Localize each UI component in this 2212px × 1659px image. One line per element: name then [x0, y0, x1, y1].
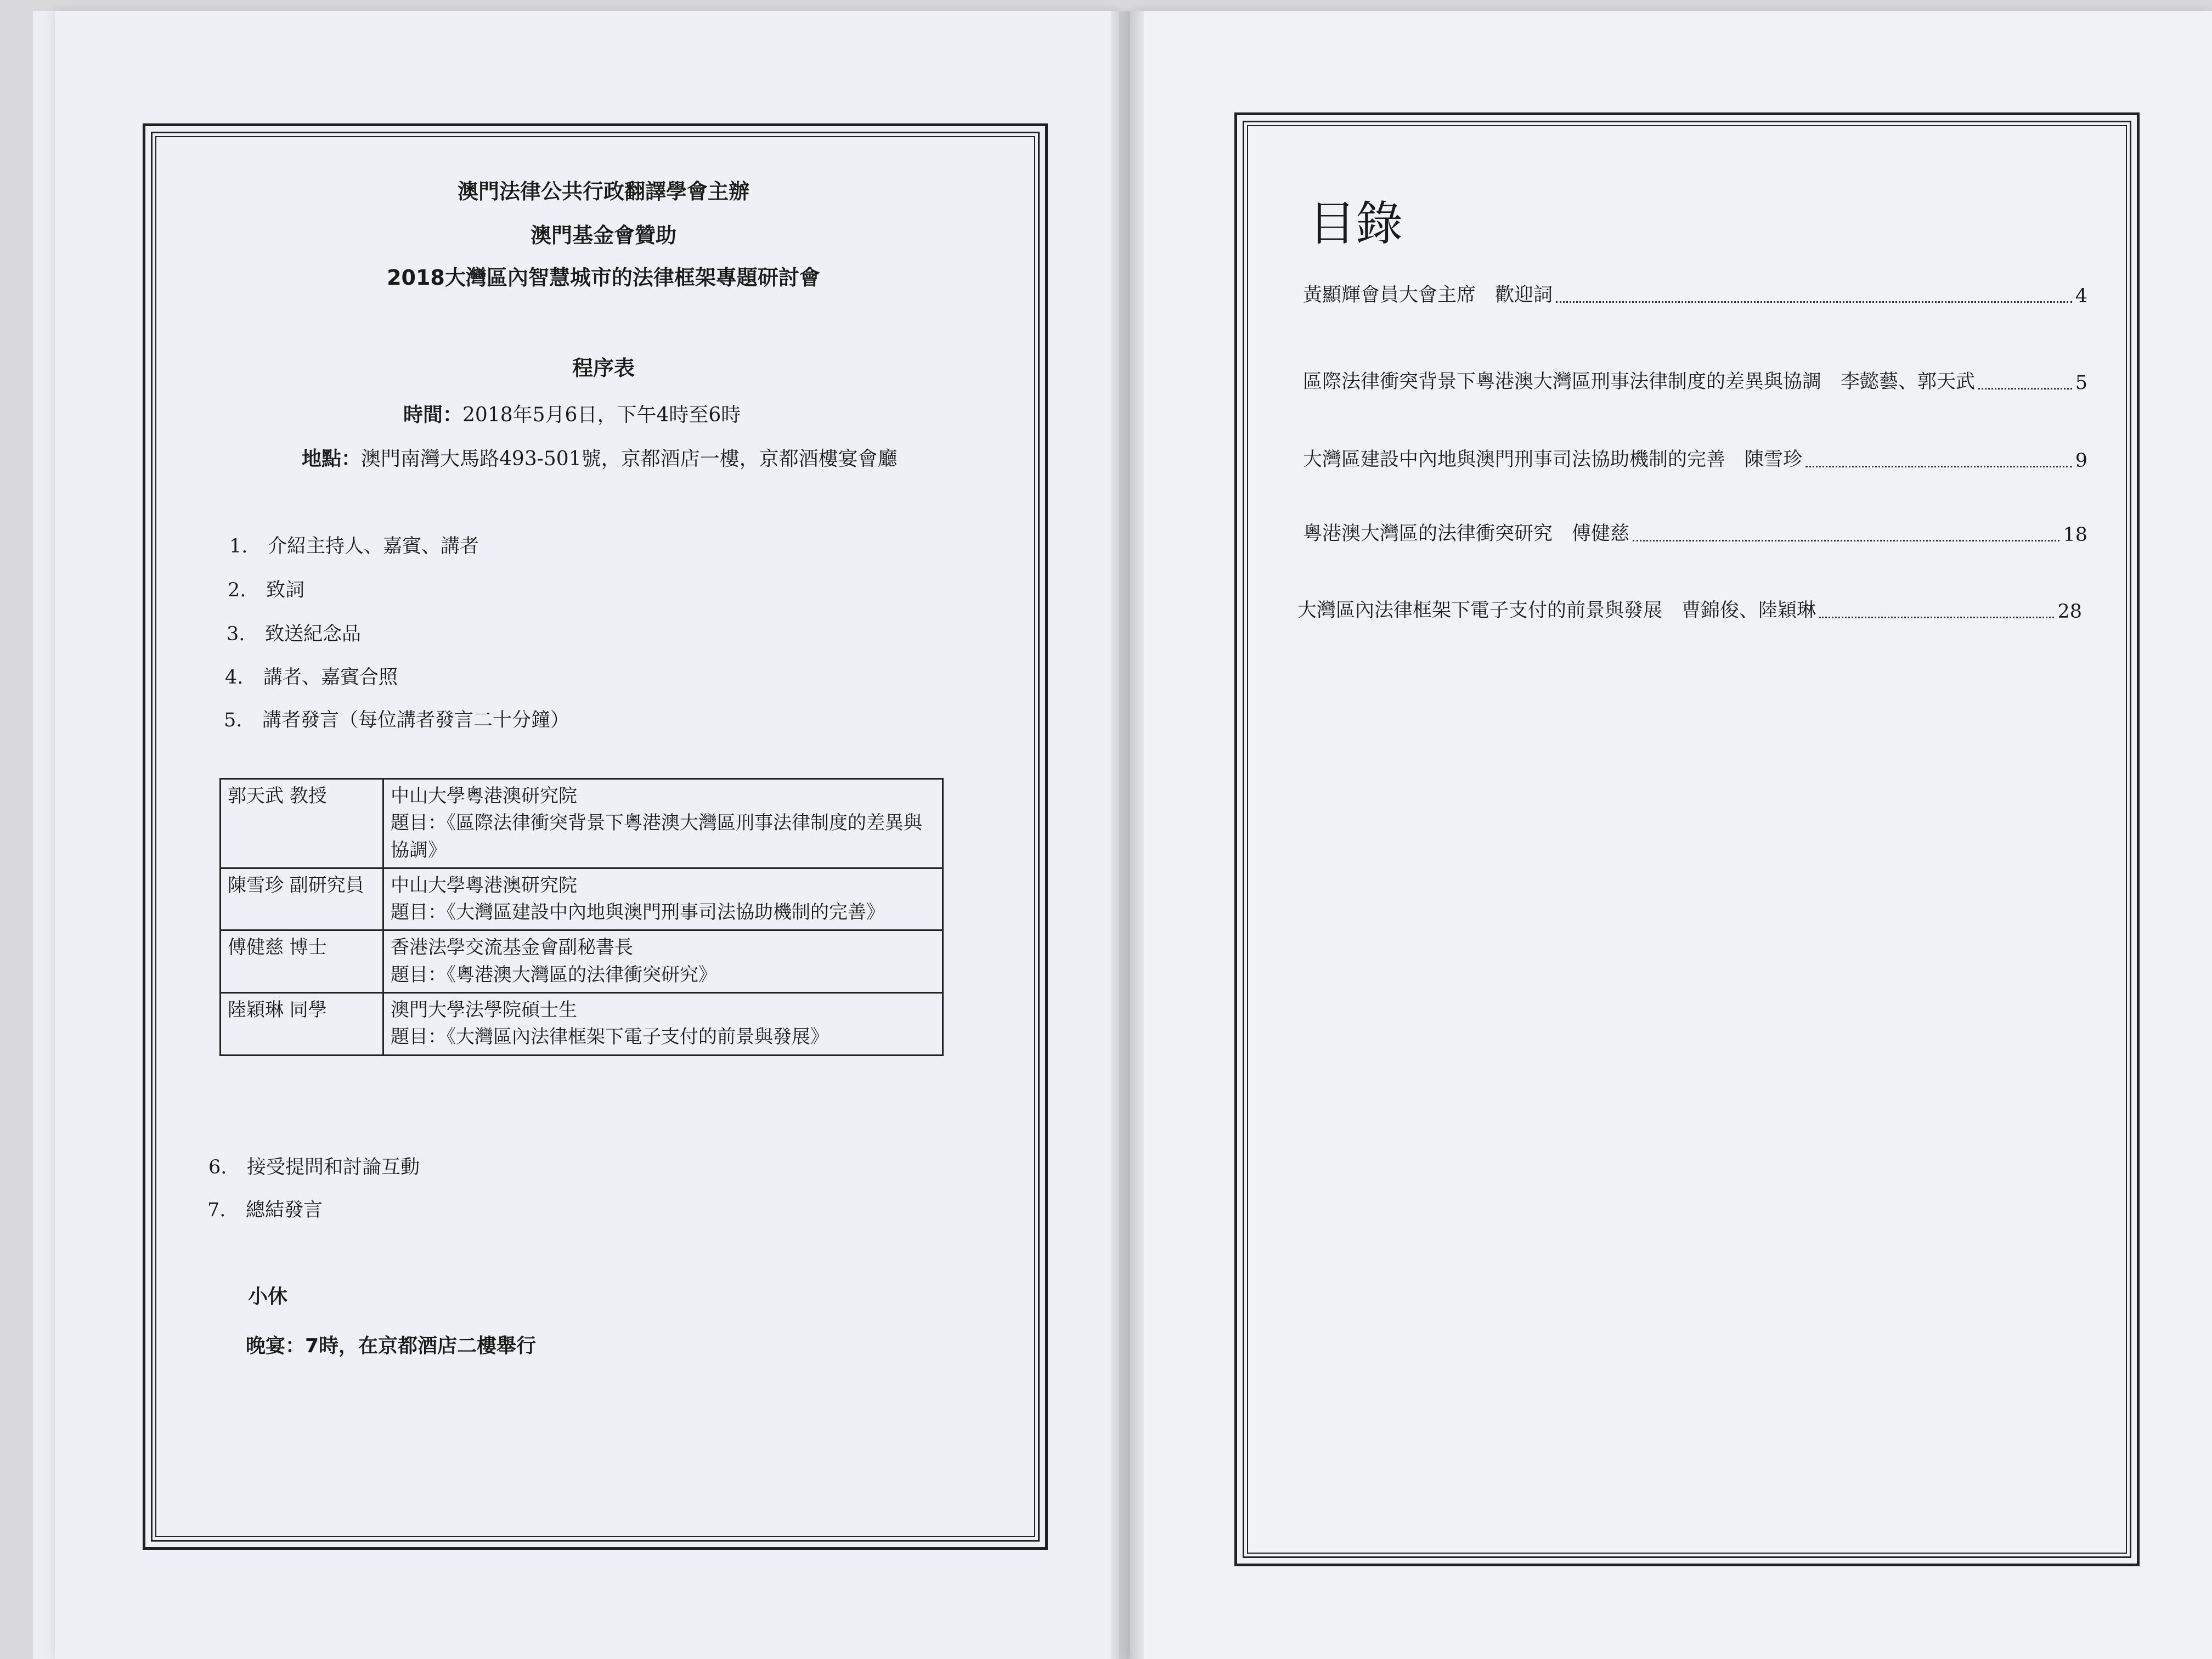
toc-leader-dots: [1819, 617, 2054, 618]
speaker-name: 陳雪珍 副研究員: [221, 868, 383, 930]
sponsor-line: 澳門基金會贊助: [530, 223, 676, 247]
speaker-details: [383, 779, 943, 868]
toc-leader-dots: [1805, 466, 2072, 467]
organizer-line: 澳門法律公共行政翻譯學會主辦: [457, 179, 749, 204]
right-page-border: [1234, 112, 2140, 1566]
break-label: 小休: [248, 1285, 288, 1308]
agenda-text: 接受提問和討論互動: [247, 1156, 420, 1178]
programme-heading: 程序表: [572, 356, 635, 380]
toc-entry-page: 4: [2075, 285, 2087, 307]
agenda-text: 總結發言: [246, 1199, 323, 1221]
toc-entry[interactable]: [1303, 518, 2087, 546]
toc-title: 目錄: [1308, 196, 1403, 251]
speaker-details: [383, 930, 943, 993]
agenda-text: 致詞: [266, 579, 305, 601]
table-row: [221, 930, 943, 993]
toc-entry-title: 粵港澳大灣區的法律衝突研究 傅健慈: [1303, 523, 1630, 545]
agenda-num: 5.: [224, 709, 242, 731]
speaker-details: [383, 993, 943, 1056]
toc-entry[interactable]: [1303, 444, 2087, 472]
speaker-name: 郭天武 教授: [221, 779, 383, 868]
agenda-item: [229, 531, 479, 558]
speaker-topic: 題目：《粵港澳大灣區的法律衝突研究》: [391, 963, 717, 986]
time-value: 2018年5月6日，下午4時至6時: [462, 404, 741, 426]
agenda-text: 介紹主持人、嘉賓、講者: [268, 535, 479, 557]
toc-entry-title: 區際法律衝突背景下粵港澳大灣區刑事法律制度的差異與協調 李懿藝、郭天武: [1303, 371, 1976, 393]
toc-leader-dots: [1978, 388, 2072, 390]
speaker-institution: 中山大學粵港澳研究院: [391, 874, 577, 896]
agenda-num: 2.: [228, 579, 246, 601]
agenda-text: 講者發言（每位講者發言二十分鐘）: [262, 709, 570, 731]
agenda-item: [228, 575, 304, 602]
toc-entry-title: 大灣區內法律框架下電子支付的前景與發展 曹錦俊、陸穎琳: [1297, 600, 1816, 622]
table-row: [221, 993, 943, 1056]
agenda-item: [208, 1152, 420, 1180]
toc-entry-page: 28: [2057, 601, 2082, 623]
venue-label: 地點：: [302, 448, 362, 470]
agenda-num: 7.: [207, 1199, 226, 1221]
agenda-item: [227, 619, 361, 646]
toc-entry[interactable]: [1297, 595, 2082, 623]
speaker-institution: 澳門大學法學院碩士生: [391, 999, 577, 1022]
toc-entry[interactable]: [1303, 280, 2087, 307]
toc-leader-dots: [1633, 540, 2059, 541]
speaker-topic: 題目：《區際法律衝突背景下粵港澳大灣區刑事法律制度的差異與協調》: [391, 812, 922, 861]
toc-leader-dots: [1556, 301, 2072, 303]
agenda-text: 講者、嘉賓合照: [263, 667, 398, 689]
speaker-topic: 題目：《大灣區內法律框架下電子支付的前景與發展》: [391, 1026, 829, 1048]
toc-entry-title: 大灣區建設中內地與澳門刑事司法協助機制的完善 陳雪珍: [1303, 449, 1803, 471]
speakers-table: [219, 778, 944, 1056]
table-row: [221, 779, 943, 868]
toc-entry-page: 9: [2075, 450, 2087, 472]
agenda-num: 4.: [225, 667, 244, 689]
book-gutter: [1111, 11, 1144, 1659]
speaker-institution: 中山大學粵港澳研究院: [391, 785, 577, 807]
agenda-text: 致送紀念品: [265, 623, 362, 645]
speaker-name: 傅健慈 博士: [221, 930, 383, 993]
speaker-name: 陸穎琳 同學: [221, 993, 383, 1056]
time-label: 時間：: [403, 404, 463, 426]
agenda-num: 6.: [208, 1156, 227, 1178]
toc-entry[interactable]: [1303, 366, 2087, 394]
speaker-topic: 題目：《大灣區建設中內地與澳門刑事司法協助機制的完善》: [391, 901, 885, 924]
venue-line: [302, 443, 898, 471]
event-title: 2018大灣區內智慧城市的法律框架專題研討會: [387, 266, 820, 290]
speaker-details: [383, 868, 943, 930]
time-line: [403, 399, 741, 427]
agenda-item: [224, 705, 569, 732]
venue-value: 澳門南灣大馬路493-501號，京都酒店一樓，京都酒樓宴會廳: [361, 448, 898, 470]
agenda-item: [207, 1195, 323, 1222]
dinner-line: 晚宴：7時，在京都酒店二樓舉行: [246, 1335, 537, 1357]
toc-entry-page: 18: [2063, 524, 2087, 546]
table-row: [221, 868, 943, 930]
agenda-item: [225, 662, 398, 690]
speaker-institution: 香港法學交流基金會副秘書長: [391, 936, 633, 959]
toc-entry-page: 5: [2075, 372, 2087, 394]
toc-entry-title: 黃顯輝會員大會主席 歡迎詞: [1303, 284, 1553, 306]
agenda-num: 3.: [227, 623, 245, 645]
agenda-num: 1.: [229, 535, 248, 557]
